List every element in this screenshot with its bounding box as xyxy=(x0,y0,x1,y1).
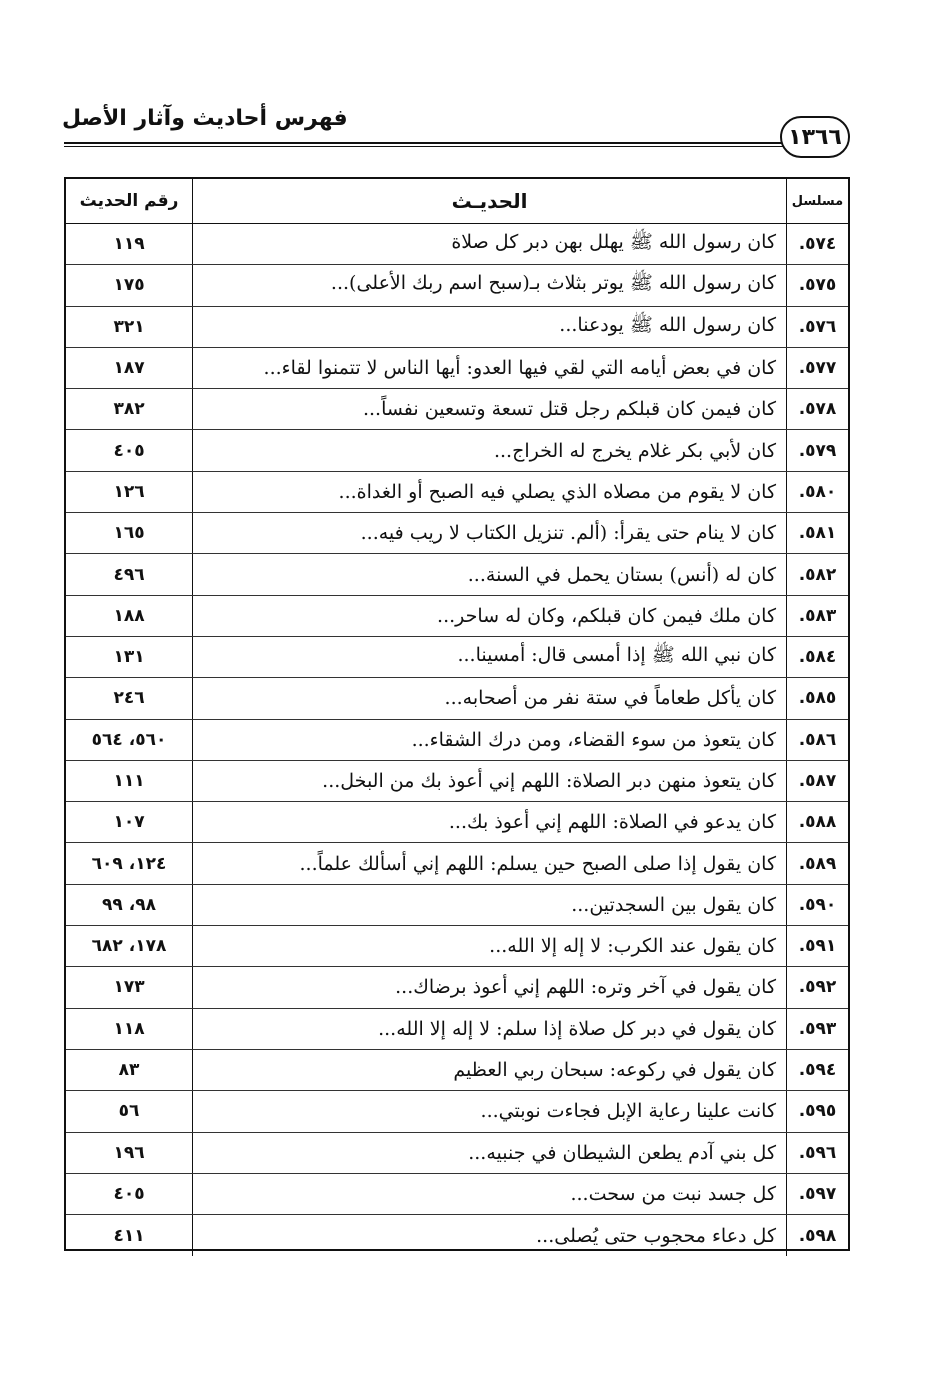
table-body xyxy=(66,224,848,1256)
serial-cell: ٥٨٨. xyxy=(786,802,848,842)
hadith-text-cell: كل جسد نبت من سحت... xyxy=(192,1174,786,1214)
hadith-text-cell: كان رسول الله ﷺ يهلل بهن دبر كل صلاة xyxy=(192,224,786,264)
table-row xyxy=(66,472,848,513)
serial-cell: ٥٧٩. xyxy=(786,430,848,470)
table-row xyxy=(66,1174,848,1215)
hadith-text-cell: كان يأكل طعاماً في ستة نفر من أصحابه... xyxy=(192,678,786,718)
serial-cell: ٥٩٣. xyxy=(786,1009,848,1049)
header-rule xyxy=(64,142,794,144)
serial-cell: ٥٨٢. xyxy=(786,554,848,594)
hadith-number-cell: ١٨٧ xyxy=(113,358,145,379)
hadith-number-cell: ١٨٨ xyxy=(113,605,145,626)
table-row xyxy=(66,1050,848,1091)
hadith-number-cell: ١٧٥ xyxy=(113,275,145,296)
hadith-number-cell: ٤٩٦ xyxy=(113,564,145,585)
hadith-number-cell: ٤١١ xyxy=(113,1225,145,1246)
hadith-number-cell: ١٢٦ xyxy=(113,481,145,502)
hadith-number-cell: ٥٦ xyxy=(118,1101,140,1122)
hadith-text-cell: كان يدعو في الصلاة: اللهم إني أعوذ بك... xyxy=(192,802,786,842)
serial-cell: ٥٩٠. xyxy=(786,885,848,925)
hadith-number-cell: ١١٩ xyxy=(113,234,145,255)
hadith-text-cell: كان يقول عند الكرب: لا إله إلا الله... xyxy=(192,926,786,966)
hadith-number-cell: ١٧٨، ٦٨٢ xyxy=(91,936,167,957)
hadith-text-cell: كان يقول في دبر كل صلاة إذا سلم: لا إله إلا الله... xyxy=(192,1009,786,1049)
hadith-text-cell: كل دعاء محجوب حتى يُصلى... xyxy=(192,1215,786,1256)
hadith-number-cell: ١١١ xyxy=(113,771,145,791)
serial-cell: ٥٨٣. xyxy=(786,596,848,636)
table-row xyxy=(66,802,848,843)
hadith-number-cell: ٩٨، ٩٩ xyxy=(102,894,156,915)
serial-cell: ٥٨٠. xyxy=(786,472,848,512)
hadith-text-cell: كان يتعوذ منهن دبر الصلاة: اللهم إني أعوذ بك من البخل... xyxy=(192,761,786,801)
serial-cell: ٥٧٦. xyxy=(786,307,848,347)
column-header-hadith: الحديـث xyxy=(192,179,786,223)
table-row xyxy=(66,967,848,1008)
table-row xyxy=(66,596,848,637)
table-row xyxy=(66,678,848,719)
hadith-text-cell: كان لا ينام حتى يقرأ: (ألم. تنزيل الكتاب لا ريب فيه... xyxy=(192,513,786,553)
hadith-number-cell: ٣٨٢ xyxy=(113,399,145,420)
serial-cell: ٥٨٩. xyxy=(786,843,848,883)
hadith-index-table xyxy=(64,177,850,1251)
hadith-text-cell: كان رسول الله ﷺ يوتر بثلاث بـ(سبح اسم ربك الأعلى)... xyxy=(192,265,786,305)
running-title: فهرس أحاديث وآثار الأصل xyxy=(62,106,348,131)
serial-cell: ٥٧٤. xyxy=(786,224,848,264)
serial-cell: ٥٨٦. xyxy=(786,720,848,760)
table-row xyxy=(66,1091,848,1132)
hadith-text-cell: كان في بعض أيامه التي لقي فيها العدو: أيها الناس لا تتمنوا لقاء... xyxy=(192,348,786,388)
serial-cell: ٥٩١. xyxy=(786,926,848,966)
hadith-text-cell: كل بني آدم يطعن الشيطان في جنبيه... xyxy=(192,1133,786,1173)
table-row xyxy=(66,720,848,761)
serial-cell: ٥٩٥. xyxy=(786,1091,848,1131)
serial-cell: ٥٩٦. xyxy=(786,1133,848,1173)
table-row xyxy=(66,430,848,471)
table-header-row xyxy=(66,179,848,224)
hadith-text-cell: كان له (أنس) بستان يحمل في السنة... xyxy=(192,554,786,594)
table-row xyxy=(66,1215,848,1256)
hadith-number-cell: ٤٠٥ xyxy=(113,1183,145,1204)
table-row xyxy=(66,265,848,306)
hadith-number-cell: ١٣١ xyxy=(113,647,145,668)
serial-cell: ٥٩٧. xyxy=(786,1174,848,1214)
serial-cell: ٥٨٧. xyxy=(786,761,848,801)
serial-cell: ٥٧٨. xyxy=(786,389,848,429)
hadith-text-cell: كان يقول بين السجدتين... xyxy=(192,885,786,925)
hadith-number-cell: ١١٨ xyxy=(113,1018,145,1039)
table-row xyxy=(66,1133,848,1174)
table-row xyxy=(66,307,848,348)
table-row xyxy=(66,348,848,389)
table-row xyxy=(66,761,848,802)
serial-cell: ٥٩٤. xyxy=(786,1050,848,1090)
hadith-number-cell: ١٦٥ xyxy=(113,523,145,544)
serial-cell: ٥٨٥. xyxy=(786,678,848,718)
column-header-serial: مسلسل xyxy=(786,179,848,223)
hadith-number-cell: ١٩٦ xyxy=(113,1142,145,1163)
table-row xyxy=(66,637,848,678)
table-row xyxy=(66,843,848,884)
table-row xyxy=(66,554,848,595)
table-row xyxy=(66,885,848,926)
hadith-text-cell: كان يقول إذا صلى الصبح حين يسلم: اللهم إني أسألك علماً... xyxy=(192,843,786,883)
hadith-text-cell: كان نبي الله ﷺ إذا أمسى قال: أمسينا... xyxy=(192,637,786,677)
hadith-text-cell: كانت علينا رعاية الإبل فجاءت نوبتي... xyxy=(192,1091,786,1131)
hadith-number-cell: ٨٣ xyxy=(118,1060,140,1081)
hadith-text-cell: كان لأبي بكر غلام يخرج له الخراج... xyxy=(192,430,786,470)
page-header xyxy=(62,100,852,160)
hadith-number-cell: ٥٦٠، ٥٦٤ xyxy=(91,729,167,750)
hadith-text-cell: كان لا يقوم من مصلاه الذي يصلي فيه الصبح أو الغداة... xyxy=(192,472,786,512)
serial-cell: ٥٩٢. xyxy=(786,967,848,1007)
table-row xyxy=(66,224,848,265)
column-header-number: رقم الحديث xyxy=(79,191,179,211)
hadith-text-cell: كان رسول الله ﷺ يودعنا... xyxy=(192,307,786,347)
hadith-number-cell: ١٢٤، ٦٠٩ xyxy=(91,853,167,874)
hadith-number-cell: ١٧٣ xyxy=(113,977,145,998)
hadith-text-cell: كان ملك فيمن كان قبلكم، وكان له ساحر... xyxy=(192,596,786,636)
hadith-text-cell: كان يقول في ركوعه: سبحان ربي العظيم xyxy=(192,1050,786,1090)
hadith-number-cell: ٣٢١ xyxy=(113,316,145,337)
hadith-text-cell: كان يتعوذ من سوء القضاء، ومن درك الشقاء... xyxy=(192,720,786,760)
serial-cell: ٥٩٨. xyxy=(786,1215,848,1256)
hadith-number-cell: ١٠٧ xyxy=(113,812,145,833)
page-number: ١٣٦٦ xyxy=(780,116,850,158)
table-row xyxy=(66,1009,848,1050)
serial-cell: ٥٨٤. xyxy=(786,637,848,677)
serial-cell: ٥٧٥. xyxy=(786,265,848,305)
serial-cell: ٥٧٧. xyxy=(786,348,848,388)
hadith-number-cell: ٢٤٦ xyxy=(113,688,145,709)
table-row xyxy=(66,513,848,554)
hadith-text-cell: كان فيمن كان قبلكم رجل قتل تسعة وتسعين نفساً... xyxy=(192,389,786,429)
table-row xyxy=(66,926,848,967)
serial-cell: ٥٨١. xyxy=(786,513,848,553)
table-row xyxy=(66,389,848,430)
hadith-text-cell: كان يقول في آخر وتره: اللهم إني أعوذ برضاك... xyxy=(192,967,786,1007)
hadith-number-cell: ٤٠٥ xyxy=(113,440,145,461)
header-rule-thin xyxy=(64,146,794,147)
